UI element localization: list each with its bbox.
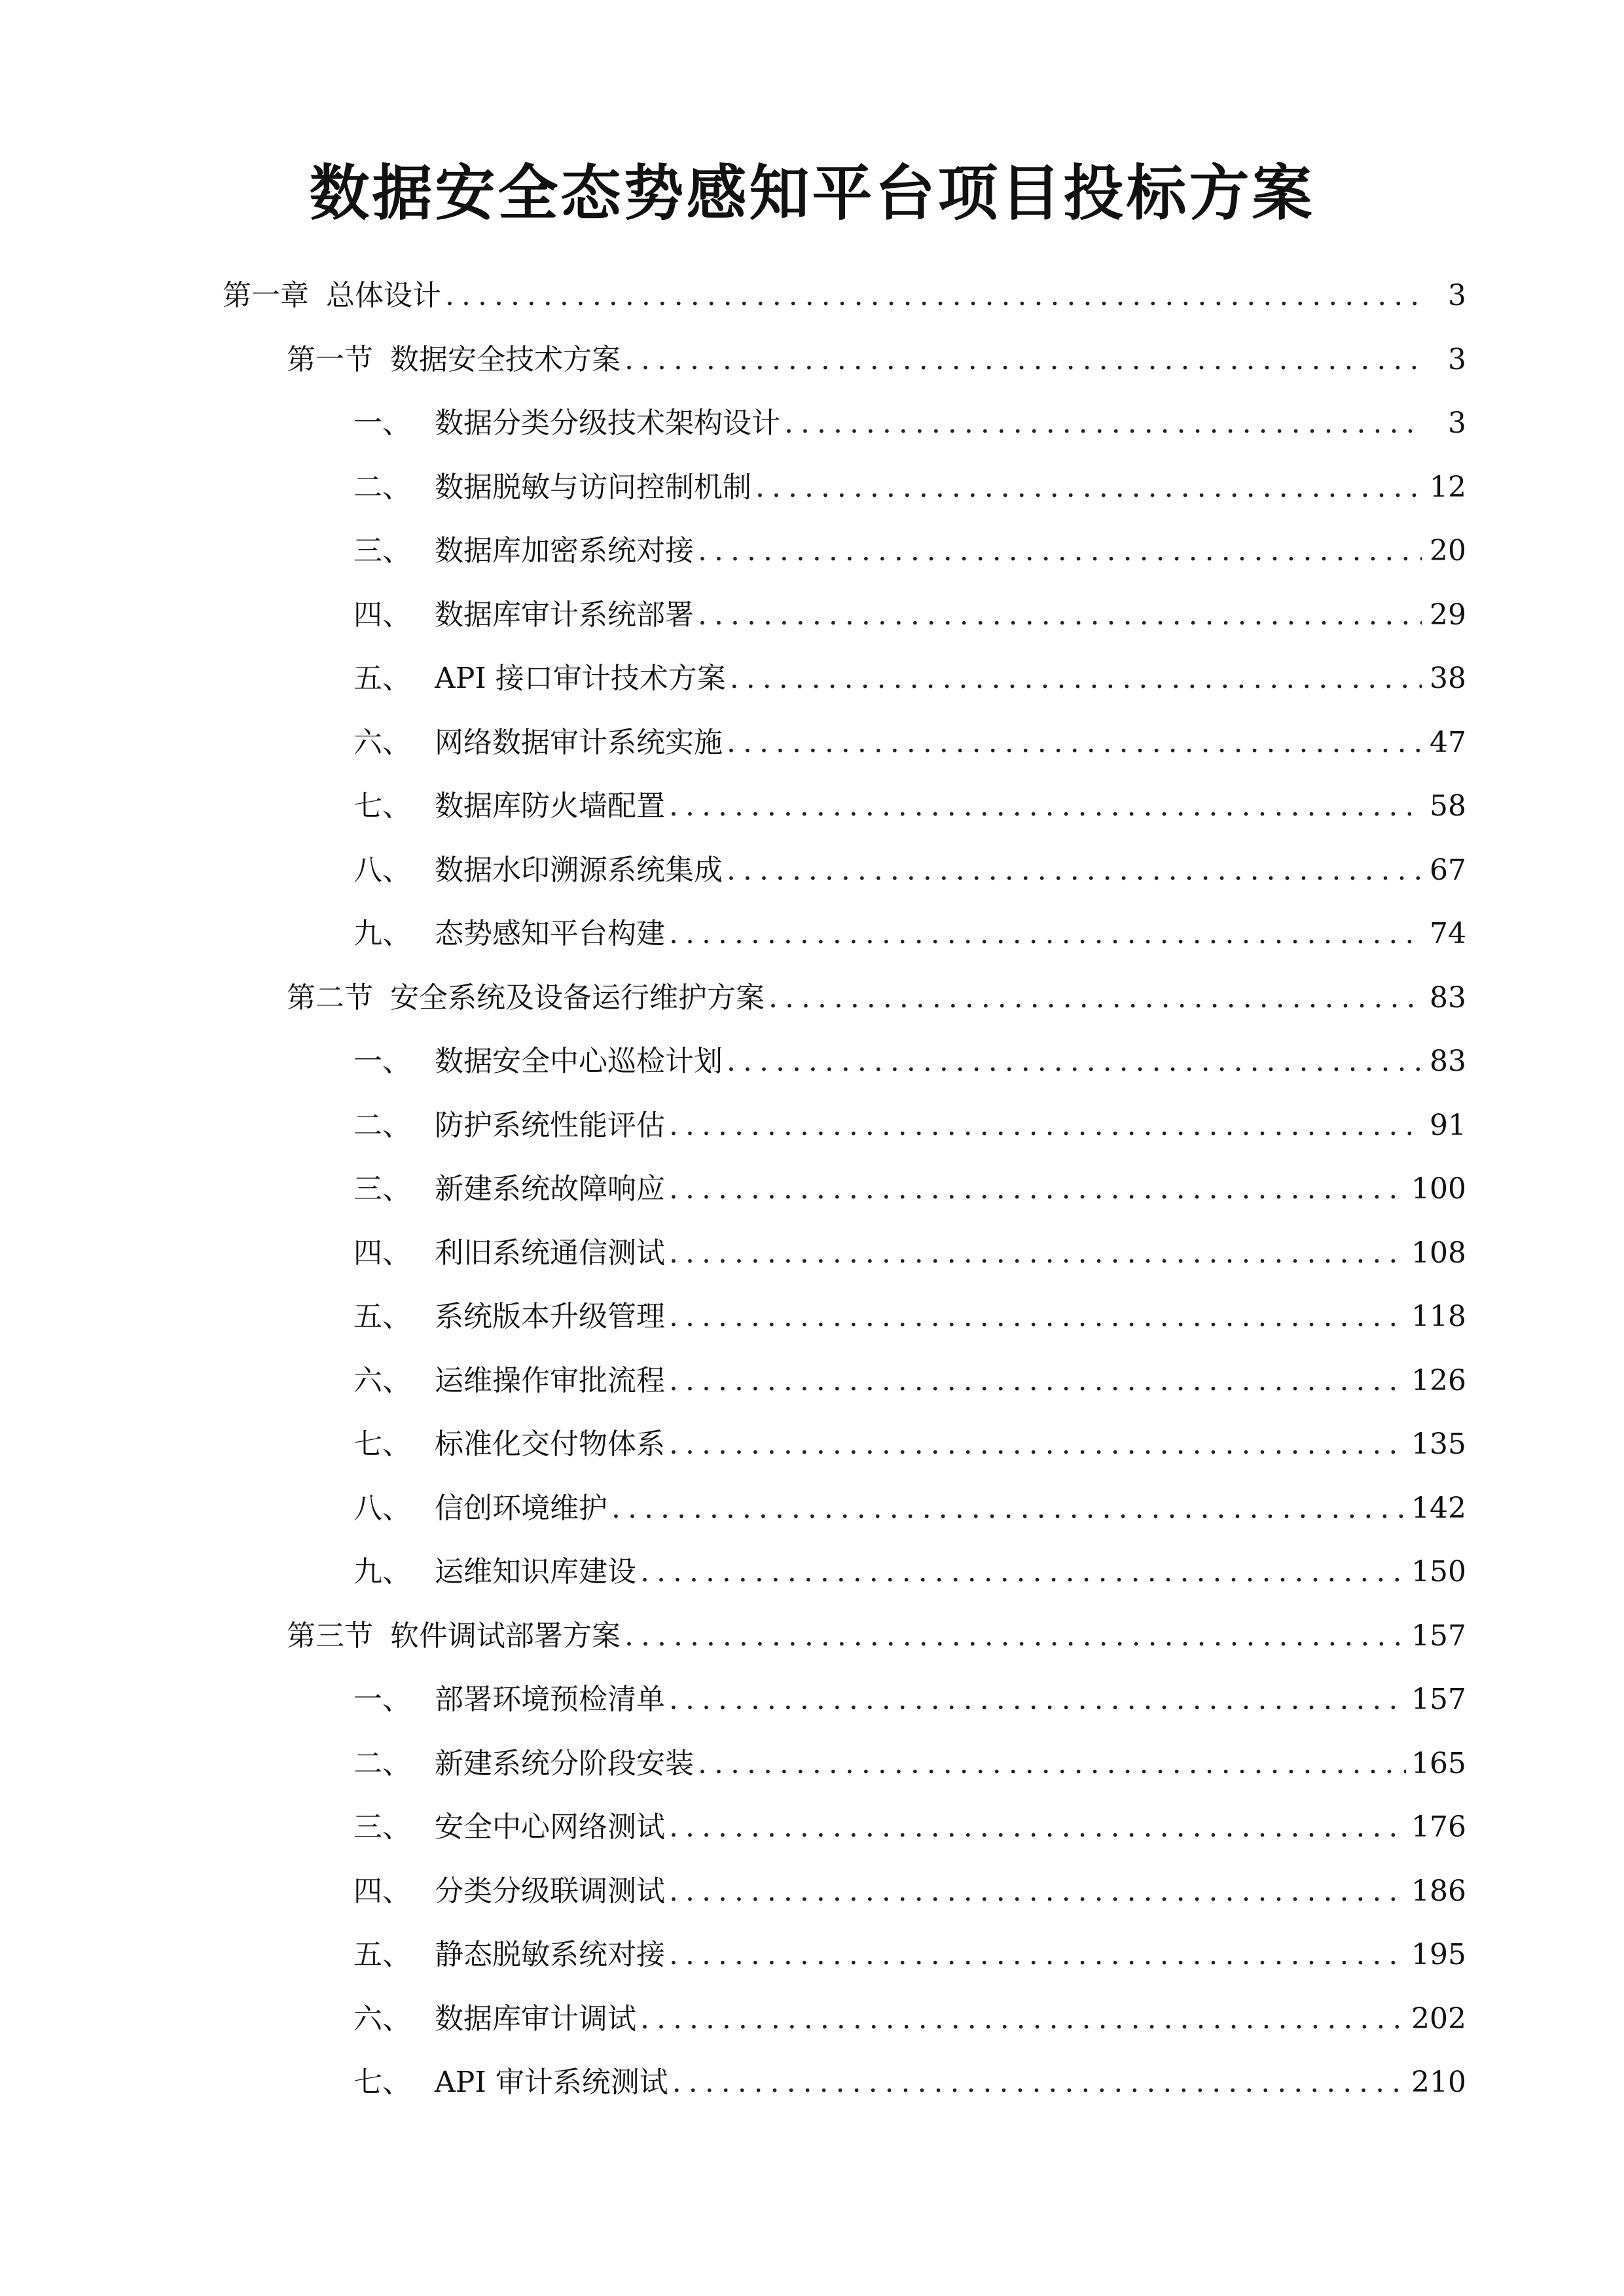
toc-entry-number: 六、	[353, 1364, 411, 1397]
toc-entry-number: 三、	[353, 534, 411, 567]
toc-entry-label: 新建系统故障响应	[435, 1172, 665, 1206]
toc-entry-page: 38	[1430, 662, 1466, 695]
toc-entry-number: 五、	[353, 1300, 411, 1333]
toc-entry-page: 12	[1430, 471, 1466, 504]
toc-entry-label: 软件调试部署方案	[390, 1619, 621, 1653]
toc-entry[interactable]	[353, 1296, 1466, 1338]
dot-leader	[640, 1998, 1406, 2040]
toc-entry-number: 二、	[353, 1747, 411, 1780]
toc-entry-label: API 接口审计技术方案	[435, 662, 726, 695]
toc-entry-label: 新建系统分阶段安装	[435, 1747, 694, 1780]
toc-entry-label: 数据安全中心巡检计划	[435, 1045, 723, 1078]
toc-entry-label: 防护系统性能评估	[435, 1109, 665, 1142]
toc-entry[interactable]	[353, 1998, 1466, 2040]
toc-entry-number: 九、	[353, 1555, 411, 1588]
dot-leader	[445, 275, 1422, 317]
toc-entry-label: 信创环境维护	[435, 1492, 607, 1525]
toc-entry-label: API 审计系统测试	[435, 2066, 668, 2099]
toc-entry[interactable]	[353, 1551, 1466, 1593]
toc-entry-page: 186	[1411, 1874, 1466, 1908]
toc-entry-number: 二、	[353, 1109, 411, 1142]
dot-leader	[669, 1232, 1406, 1274]
toc-entry-page: 118	[1411, 1300, 1466, 1333]
toc-entry-number: 六、	[353, 726, 411, 759]
toc-entry-page: 3	[1448, 343, 1466, 376]
toc-entry-number: 五、	[353, 1938, 411, 1971]
toc-entry[interactable]	[353, 785, 1466, 827]
toc-entry-number: 一、	[353, 1683, 411, 1716]
toc-entry[interactable]	[287, 977, 1466, 1019]
toc-entry[interactable]	[353, 1743, 1466, 1785]
toc-entry-page: 100	[1411, 1172, 1466, 1206]
dot-leader	[669, 1168, 1406, 1210]
toc-entry[interactable]	[353, 658, 1466, 700]
toc-entry-number: 七、	[353, 1427, 411, 1461]
toc-entry-label: 总体设计	[326, 279, 441, 312]
toc-entry-label: 态势感知平台构建	[435, 917, 665, 950]
dot-leader	[730, 658, 1422, 700]
toc-entry[interactable]	[287, 339, 1466, 381]
dot-leader	[624, 1615, 1406, 1657]
toc-entry[interactable]	[353, 530, 1466, 572]
dot-leader	[624, 339, 1422, 381]
toc-entry-number: 九、	[353, 917, 411, 950]
toc-entry-label: 数据安全技术方案	[390, 343, 621, 376]
toc-entry[interactable]	[353, 1488, 1466, 1530]
toc-entry-number: 三、	[353, 1810, 411, 1844]
document-title: 数据安全态势感知平台项目投标方案	[309, 158, 1315, 228]
toc-entry[interactable]	[353, 1041, 1466, 1083]
toc-entry[interactable]	[353, 722, 1466, 764]
toc-entry-page: 3	[1448, 279, 1466, 312]
toc-entry-label: 安全中心网络测试	[435, 1810, 665, 1844]
toc-entry-number: 七、	[353, 2066, 411, 2099]
toc-entry-label: 数据库审计系统部署	[435, 598, 694, 632]
toc-entry[interactable]	[353, 467, 1466, 509]
dot-leader	[669, 1105, 1422, 1147]
toc-entry-page: 126	[1411, 1364, 1466, 1397]
toc-entry-page: 142	[1411, 1492, 1466, 1525]
toc-entry[interactable]	[353, 1105, 1466, 1147]
dot-leader	[640, 1551, 1406, 1593]
toc-entry[interactable]	[223, 275, 1466, 317]
toc-entry-label: 部署环境预检清单	[435, 1683, 665, 1716]
toc-entry-number: 一、	[353, 406, 411, 440]
toc-entry[interactable]	[353, 1679, 1466, 1721]
dot-leader	[768, 977, 1422, 1019]
toc-entry-number: 三、	[353, 1172, 411, 1206]
toc-entry-label: 标准化交付物体系	[435, 1427, 665, 1461]
toc-entry[interactable]	[353, 1232, 1466, 1274]
toc-entry-label: 安全系统及设备运行维护方案	[390, 981, 765, 1014]
dot-leader	[669, 1871, 1406, 1912]
toc-entry-number: 第一节	[287, 343, 373, 376]
toc-entry[interactable]	[353, 1806, 1466, 1848]
toc-entry-number: 七、	[353, 789, 411, 823]
dot-leader	[669, 1806, 1406, 1848]
dot-leader	[727, 1041, 1422, 1083]
toc-entry-page: 157	[1411, 1619, 1466, 1653]
dot-leader	[784, 403, 1422, 444]
dot-leader	[669, 1360, 1406, 1402]
toc-entry-page: 150	[1411, 1555, 1466, 1588]
toc-entry-number: 第二节	[287, 981, 373, 1014]
toc-entry-page: 165	[1411, 1747, 1466, 1780]
toc-entry-page: 58	[1430, 789, 1466, 823]
toc-entry[interactable]	[353, 2062, 1466, 2104]
toc-entry-page: 67	[1430, 853, 1466, 887]
toc-entry-label: 数据水印溯源系统集成	[435, 853, 723, 887]
toc-entry-label: 数据分类分级技术架构设计	[435, 406, 780, 440]
toc-entry[interactable]	[353, 1424, 1466, 1465]
dot-leader	[698, 594, 1422, 636]
dot-leader	[698, 1743, 1406, 1785]
toc-entry[interactable]	[353, 1360, 1466, 1402]
toc-entry[interactable]	[353, 1168, 1466, 1210]
toc-entry-label: 数据库防火墙配置	[435, 789, 665, 823]
toc-entry[interactable]	[353, 1934, 1466, 1976]
dot-leader	[611, 1488, 1406, 1530]
toc-entry-page: 108	[1411, 1236, 1466, 1270]
dot-leader	[669, 1679, 1406, 1721]
toc-entry[interactable]	[353, 850, 1466, 891]
toc-entry-number: 六、	[353, 2002, 411, 2036]
toc-entry-page: 83	[1430, 1045, 1466, 1078]
toc-entry-number: 一、	[353, 1045, 411, 1078]
toc-entry-label: 网络数据审计系统实施	[435, 726, 723, 759]
toc-entry-label: 利旧系统通信测试	[435, 1236, 665, 1270]
toc-entry[interactable]	[287, 1615, 1466, 1657]
toc-entry-number: 八、	[353, 853, 411, 887]
toc-entry[interactable]	[353, 403, 1466, 444]
toc-entry[interactable]	[353, 913, 1466, 955]
toc-entry-page: 20	[1430, 534, 1466, 567]
toc-entry-page: 195	[1411, 1938, 1466, 1971]
toc-entry-page: 202	[1411, 2002, 1466, 2036]
toc-entry-label: 运维操作审批流程	[435, 1364, 665, 1397]
toc-entry-number: 第三节	[287, 1619, 373, 1653]
dot-leader	[755, 467, 1422, 509]
toc-entry[interactable]	[353, 1871, 1466, 1912]
dot-leader	[669, 913, 1422, 955]
dot-leader	[669, 1296, 1406, 1338]
toc-entry-label: 数据库加密系统对接	[435, 534, 694, 567]
toc-entry-page: 91	[1430, 1109, 1466, 1142]
toc-entry-number: 四、	[353, 598, 411, 632]
dot-leader	[669, 785, 1422, 827]
toc-entry-page: 157	[1411, 1683, 1466, 1716]
toc-entry[interactable]	[353, 594, 1466, 636]
toc-entry-number: 四、	[353, 1874, 411, 1908]
toc-entry-page: 83	[1430, 981, 1466, 1014]
toc-entry-label: 分类分级联调测试	[435, 1874, 665, 1908]
toc-entry-label: 系统版本升级管理	[435, 1300, 665, 1333]
toc-entry-page: 47	[1430, 726, 1466, 759]
toc-entry-label: 数据库审计调试	[435, 2002, 636, 2036]
toc-entry-number: 五、	[353, 662, 411, 695]
toc-entry-page: 135	[1411, 1427, 1466, 1461]
toc-entry-label: 静态脱敏系统对接	[435, 1938, 665, 1971]
toc-entry-label: 数据脱敏与访问控制机制	[435, 471, 751, 504]
dot-leader	[672, 2062, 1406, 2104]
toc-entry-page: 29	[1430, 598, 1466, 632]
toc-entry-number: 第一章	[223, 279, 309, 312]
toc-entry-page: 210	[1411, 2066, 1466, 2099]
toc-entry-number: 四、	[353, 1236, 411, 1270]
toc-entry-label: 运维知识库建设	[435, 1555, 636, 1588]
toc-entry-number: 二、	[353, 471, 411, 504]
toc-entry-page: 176	[1411, 1810, 1466, 1844]
toc-entry-page: 3	[1448, 406, 1466, 440]
dot-leader	[727, 850, 1422, 891]
toc-entry-page: 74	[1430, 917, 1466, 950]
dot-leader	[669, 1934, 1406, 1976]
dot-leader	[669, 1424, 1406, 1465]
toc-entry-number: 八、	[353, 1492, 411, 1525]
dot-leader	[698, 530, 1422, 572]
dot-leader	[727, 722, 1422, 764]
